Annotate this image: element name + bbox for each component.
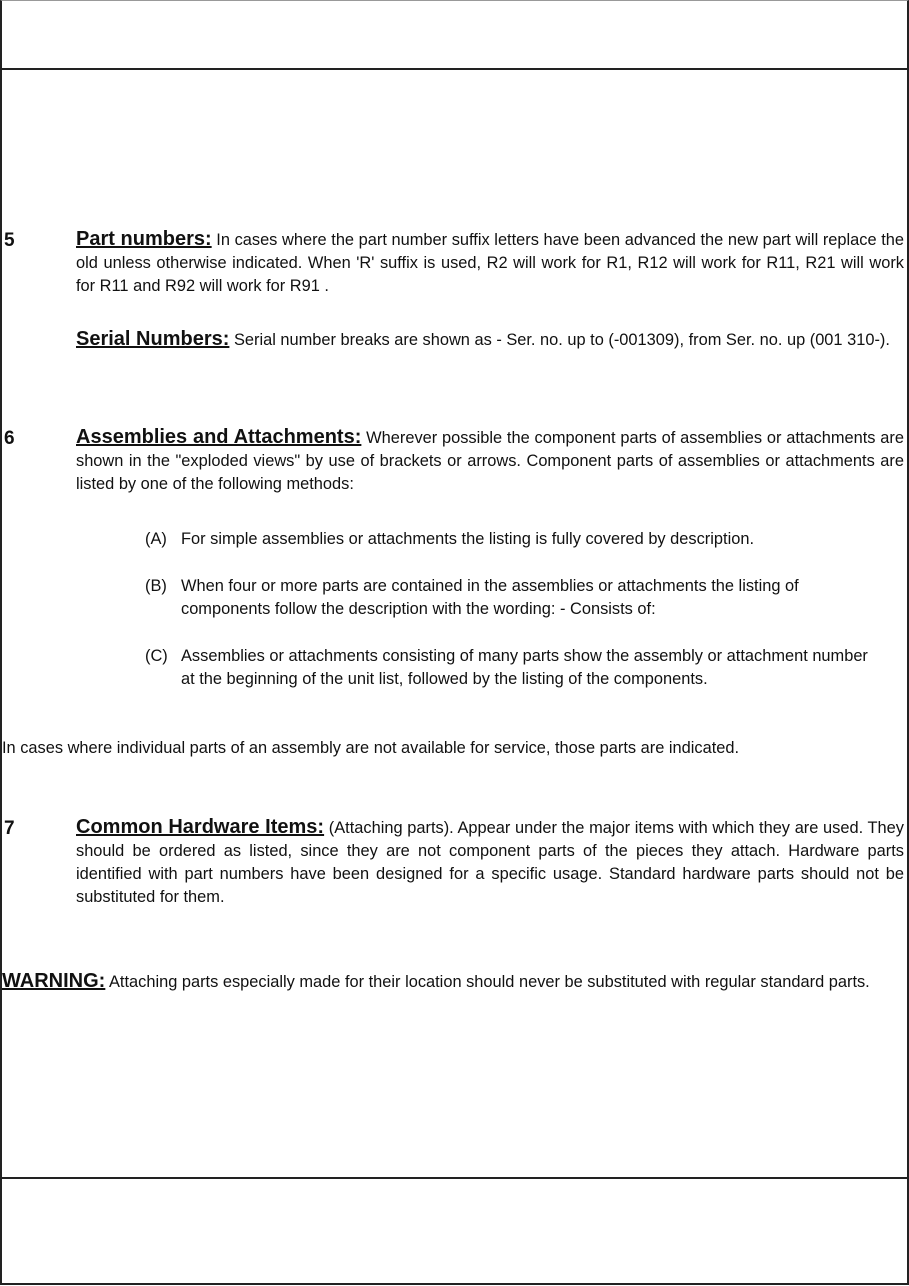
- list-item-b: [145, 575, 885, 621]
- item-text: When four or more parts are contained in the assemblies or attachments the listing of components follow the description with the wording: - Consists of:: [181, 577, 799, 618]
- warning-text: Attaching parts especially made for their location should never be substituted with regular standard parts.: [105, 973, 870, 991]
- item-label: (B): [145, 577, 167, 595]
- assembly-note: In cases where individual parts of an assembly are not available for service, those parts are indicated.: [2, 739, 740, 757]
- footer-divider: [0, 1177, 909, 1179]
- section-number-6: 6: [4, 428, 15, 449]
- section-number-5: 5: [4, 230, 15, 251]
- item-label: (A): [145, 530, 167, 548]
- warning-heading: WARNING:: [2, 970, 106, 992]
- section-serial-numbers: [76, 328, 904, 352]
- heading-assemblies: Assemblies and Attachments:: [76, 426, 362, 448]
- item-text: Assemblies or attachments consisting of many parts show the assembly or attachment number at the beginning of the unit list, followed by the listing of the components.: [181, 647, 868, 688]
- section-assemblies: [76, 426, 904, 496]
- assemblies-text: Wherever possible the component parts of assemblies or attachments are shown in the "exploded views" by use of brackets or arrows. Component parts of assemblies or attachments are listed by one of the following methods:: [76, 429, 904, 493]
- section-common-hardware: [76, 816, 904, 909]
- list-item-c: [145, 645, 885, 691]
- serial-numbers-text: Serial number breaks are shown as - Ser. no. up to (-001309), from Ser. no. up (001 310-).: [229, 331, 890, 349]
- item-label: (C): [145, 647, 168, 665]
- section-part-numbers: [76, 228, 904, 298]
- heading-serial-numbers: Serial Numbers:: [76, 328, 230, 350]
- section-number-7: 7: [4, 818, 15, 839]
- common-hardware-text: (Attaching parts). Appear under the major items with which they are used. They should be ordered as listed, since they are not component parts of the pieces they attach. Hardware parts identified with part numbers have been designed for a specific usage. Standard hardware parts should not be substituted for them.: [76, 819, 904, 906]
- list-item-a: [145, 528, 885, 551]
- item-text: For simple assemblies or attachments the listing is fully covered by description.: [181, 530, 755, 548]
- heading-common-hardware: Common Hardware Items:: [76, 816, 325, 838]
- part-numbers-text: In cases where the part number suffix letters have been advanced the new part will replace the old unless otherwise indicated. When 'R' suffix is used, R2 will work for R1, R12 will work for R11, R21 will work for R11 and R92 will work for R91 .: [76, 231, 904, 295]
- heading-part-numbers: Part numbers:: [76, 228, 212, 250]
- warning-block: [2, 970, 902, 994]
- header-divider: [0, 68, 909, 70]
